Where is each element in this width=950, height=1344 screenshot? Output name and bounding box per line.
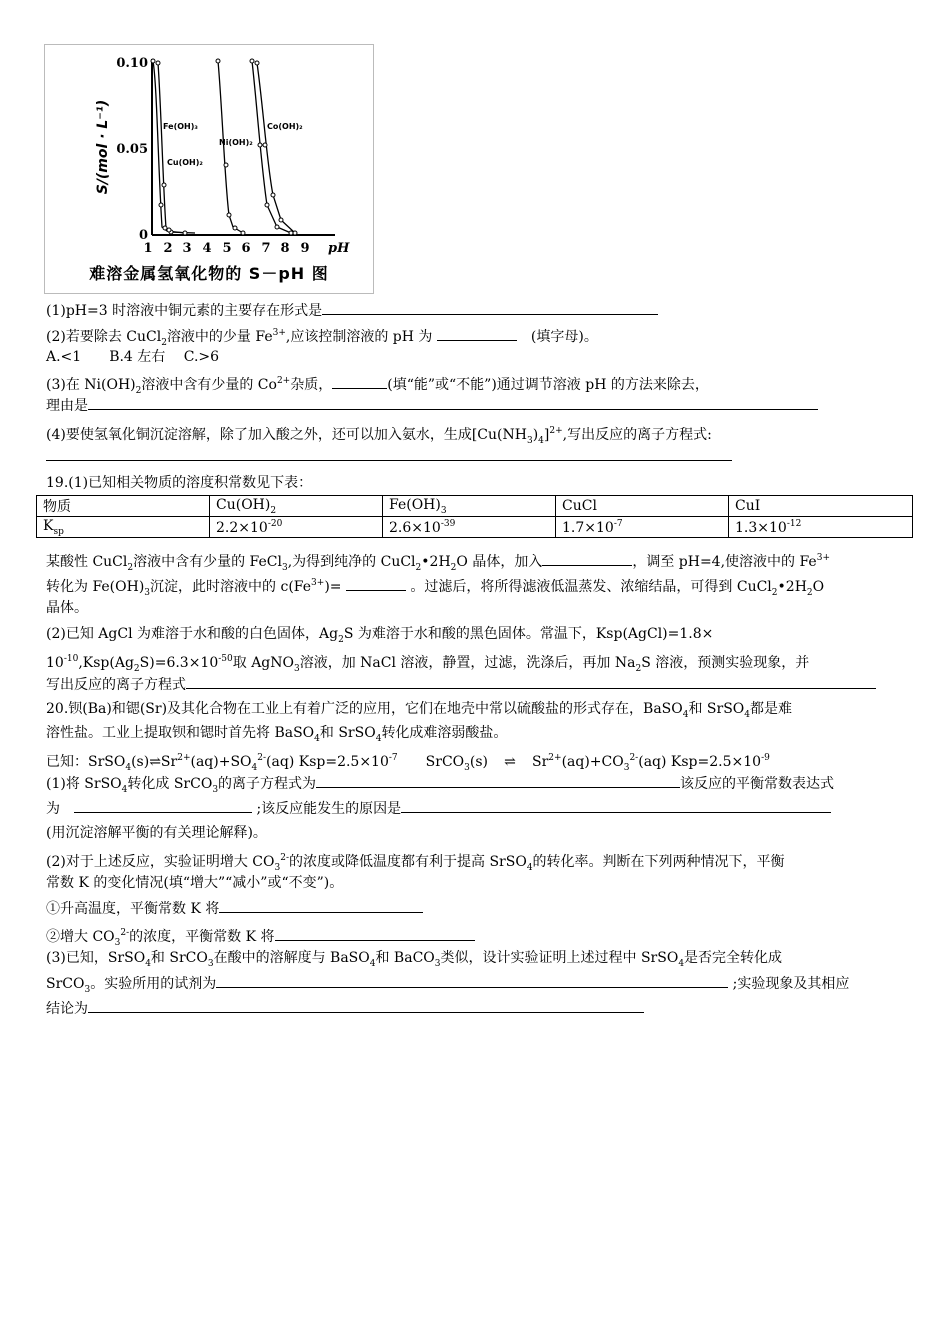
x-tick-label: 1 (143, 241, 153, 256)
x-tick-label: 9 (300, 241, 310, 256)
figure-caption: 难溶金属氢氧化物的 S－pH 图 (89, 264, 329, 283)
q18-part4: (4)要使氢氧化铜沉淀溶解，除了加入酸之外，还可以加入氨水，生成$[Cu(NH_3)_4]^{2+}$,写出反应的离子方程式: (46, 426, 712, 446)
co-oh2-curve-b (257, 63, 295, 233)
answer-blank[interactable] (316, 773, 680, 788)
q20-part2-item1: ①升高温度，平衡常数 K 将 (46, 898, 423, 919)
x-tick-label: 2 (163, 241, 173, 256)
answer-blank[interactable] (74, 798, 252, 813)
answer-blank[interactable] (542, 551, 632, 566)
q18-part4-answer (46, 446, 732, 467)
x-tick-label: 6 (241, 241, 251, 256)
answer-blank[interactable] (346, 576, 406, 591)
q18-part3-reason: 理由是 (46, 395, 818, 416)
fe-oh3-label: Fe(OH)₃ (163, 122, 198, 131)
q19-part2-line3: 写出反应的离子方程式 (46, 674, 876, 695)
answer-blank[interactable] (437, 326, 517, 341)
table-cell: $K_{sp}$ (37, 517, 210, 538)
ni-oh2-label: Ni(OH)₂ (219, 138, 253, 147)
table-cell: $Fe(OH)_3$ (383, 496, 556, 517)
q20-line2: 溶性盐。工业上提取钡和锶时首先将 BaSO$_4$和 SrSO$_4$转化成难溶弱酸盐。 (46, 725, 508, 744)
answer-blank[interactable] (186, 674, 876, 689)
q19-line2: 转化为 $Fe(OH)_3$沉淀，此时溶液中的 $c(Fe^{3+})=$ 。过滤后，将所得滤液低温蒸发、浓缩结晶，可得到 $CuCl_2•2H_2O$ (46, 578, 825, 598)
answer-blank[interactable] (401, 798, 831, 813)
table-row (37, 517, 913, 538)
table-cell: $1.7\times 10^{-7}$ (556, 517, 729, 538)
table-cell: CuI (729, 496, 913, 517)
q20-part3-line2: SrCO$_3$。实验所用的试剂为 ;实验现象及其相应 (46, 973, 849, 1000)
q20-line1: 20.钡(Ba)和锶(Sr)及其化合物在工业上有着广泛的应用，它们在地壳中常以硫酸盐的形式存在，BaSO$_4$和 SrSO$_4$都是难 (46, 701, 793, 720)
co-oh2-curve-a (252, 61, 291, 233)
cu-oh2-label: Cu(OH)₂ (167, 158, 203, 167)
y-tick-label: 0 (138, 228, 148, 243)
answer-blank[interactable] (275, 926, 475, 941)
cu-oh2-curve (158, 63, 195, 233)
s-ph-chart (45, 45, 373, 293)
answer-blank[interactable] (88, 395, 818, 410)
x-tick-label: 5 (222, 241, 232, 256)
q20-part1-line2: 为 ;该反应能发生的原因是 (46, 798, 831, 819)
table-cell: 物质 (37, 496, 210, 517)
q18-part2: (2)若要除去 CuCl$_2$溶液中的少量 $Fe^{3+}$,应该控制溶液的 pH 为 (填字母)。 (46, 328, 598, 348)
q19-part2-line2: $10^{-10},Ksp(Ag_2S)=6.3\times 10^{-50}$取 AgNO$_3$溶液，加 NaCl 溶液，静置，过滤，洗涤后，再加 $Na_2S$ 溶液，预测实验现象，并 (46, 654, 810, 674)
co-oh2-label: Co(OH)₂ (267, 122, 303, 131)
q20-part1-line3: (用沉淀溶解平衡的有关理论解释)。 (46, 825, 267, 841)
table-row (37, 496, 913, 517)
answer-blank[interactable] (88, 998, 644, 1013)
x-axis-title: pH (328, 241, 350, 256)
answer-blank[interactable] (46, 446, 732, 461)
s-ph-figure (44, 44, 374, 294)
q19-line3: 晶体。 (46, 600, 88, 616)
q20-part2-item2: ②增大 $CO_3^{2-}$的浓度，平衡常数 K 将 (46, 923, 475, 953)
q19-line1: 某酸性 CuCl$_2$溶液中含有少量的 FeCl$_3$,为得到纯净的 $CuCl_2•2H_2O$ 晶体，加入 ，调至 pH=4,使溶液中的 $Fe^{3+}$ (46, 553, 831, 573)
table-cell: $2.6\times 10^{-39}$ (383, 517, 556, 538)
equilibrium-arrow-icon: ⇌ (504, 754, 516, 770)
x-tick-label: 3 (182, 241, 192, 256)
y-axis-title: S/(mol · L⁻¹) (95, 99, 111, 195)
q20-known: 已知：$SrSO_4(s)\rightleftharpoons Sr^{2+}(aq)+SO_4^{2-}(aq)$ $Ksp=2.5\times 10^{-7}$ SrCO$_3$(s) ⇌ $Sr^{2+}(aq)+CO_3^{2-}(aq)$ $Ksp=2.5\times 10^{-9}$ (46, 753, 770, 773)
q20-part2-line2: 常数 K 的变化情况(填“增大”“减小”或“不变”)。 (46, 875, 344, 891)
q18-options: A.<1 B.4 左右 C.>6 (46, 349, 220, 365)
ni-oh2-curve (218, 61, 243, 233)
q20-part1-line1: (1)将 SrSO$_4$转化成 SrCO$_3$的离子方程式为 该反应的平衡常数表达式 (46, 773, 834, 800)
q18-part1: (1)pH=3 时溶液中铜元素的主要存在形式是 (46, 300, 658, 321)
x-tick-label: 8 (280, 241, 290, 256)
answer-blank[interactable] (322, 300, 658, 315)
answer-blank[interactable] (216, 973, 728, 988)
answer-blank[interactable] (332, 374, 387, 389)
table-cell: $2.2\times 10^{-20}$ (210, 517, 383, 538)
q20-part3-line1: (3)已知，SrSO$_4$和 SrCO$_3$在酸中的溶解度与 BaSO$_4$和 BaCO$_3$类似，设计实验证明上述过程中 SrSO$_4$是否完全转化成 (46, 950, 783, 969)
table-cell: $1.3\times 10^{-12}$ (729, 517, 913, 538)
y-tick-label: 0.05 (116, 142, 148, 157)
answer-blank[interactable] (219, 898, 423, 913)
q18-part3: (3)在 $Ni(OH)_2$溶液中含有少量的 $Co^{2+}$杂质， (填“能”或“不能”)通过调节溶液 pH 的方法来除去， (46, 376, 709, 396)
q19-intro: 19.(1)已知相关物质的溶度积常数见下表： (46, 475, 313, 491)
table-cell: CuCl (556, 496, 729, 517)
y-tick-label: 0.10 (116, 56, 148, 71)
fe-oh3-curve (153, 61, 185, 233)
ksp-table (36, 495, 913, 538)
q19-part2-line1: (2)已知 AgCl 为难溶于水和酸的白色固体，$Ag_2S$ 为难溶于水和酸的黑色固体。常温下，Ksp(AgCl)=1.8× (46, 626, 714, 645)
table-cell: $Cu(OH)_2$ (210, 496, 383, 517)
x-tick-label: 4 (202, 241, 212, 256)
q20-part3-line3: 结论为 (46, 998, 644, 1019)
q20-part2-line1: (2)对于上述反应，实验证明增大 $CO_3^{2-}$的浓度或降低温度都有利于提高 SrSO$_4$的转化率。判断在下列两种情况下，平衡 (46, 853, 785, 873)
x-tick-label: 7 (261, 241, 271, 256)
